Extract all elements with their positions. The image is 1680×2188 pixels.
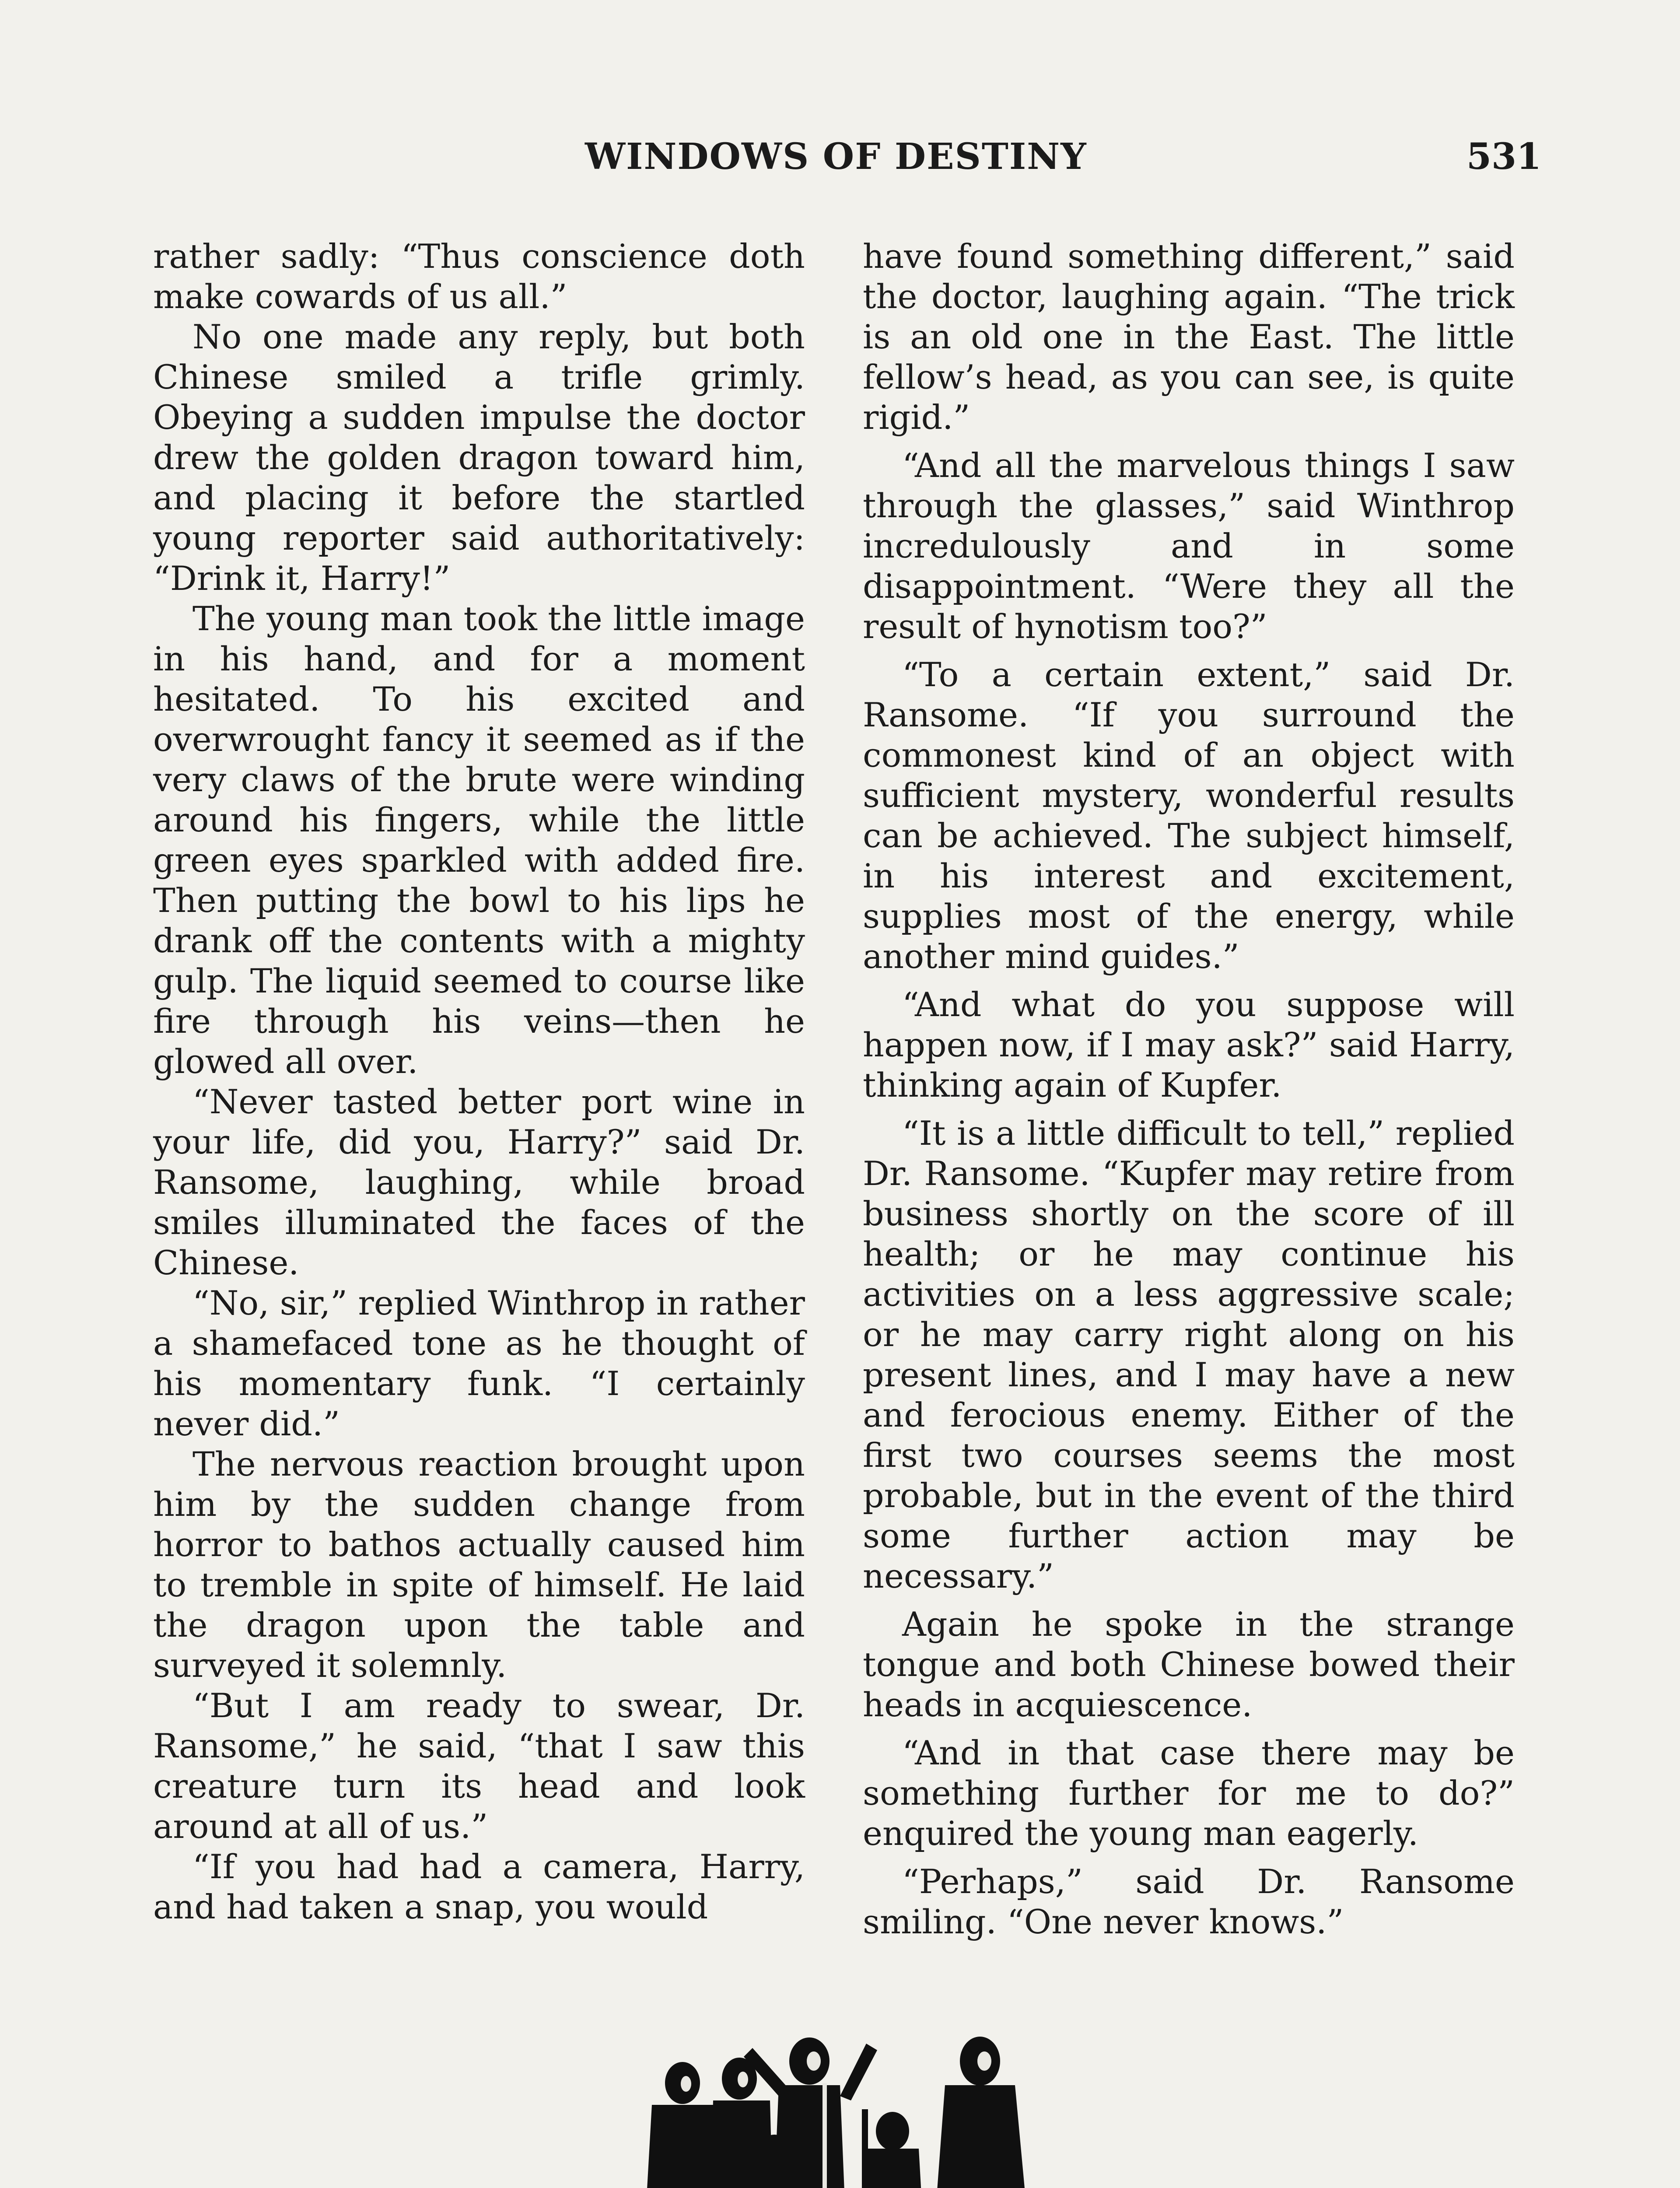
paragraph: “No, sir,” replied Winthrop in rather a shamefaced tone as he thought of his momentary funk. “I certainly never did.” — [153, 1283, 805, 1443]
paragraph: “Never tasted better port wine in your life, did you, Harry?” said Dr. Ransome, laughing, while broad smiles illuminated the faces of the Chinese. — [153, 1082, 805, 1282]
paragraph: “But I am ready to swear, Dr. Ransome,” he said, “that I saw this creature turn its head and look around at all of us.” — [153, 1686, 805, 1846]
running-head: WINDOWS OF DESTINY — [585, 136, 1087, 178]
page-header — [0, 136, 1680, 179]
paragraph: “It is a little difficult to tell,” replied Dr. Ransome. “Kupfer may retire from business shortly on the score of ill health; or he may continue his activities on a less aggressive scale; or he may carry right along on his present lines, and I may have a new and ferocious enemy. Either of the first two courses seems the most probable, but in the event of the third some further action may be necessary.” — [863, 1114, 1515, 1595]
paragraph: “If you had had a camera, Harry, and had taken a snap, you would — [153, 1847, 805, 1926]
tailpiece-illustration — [158, 1995, 1527, 2188]
paragraph: rather sadly: “Thus conscience doth make cowards of us all.” — [153, 237, 805, 316]
paragraph: “To a certain extent,” said Dr. Ransome. “If you surround the commonest kind of an object with sufficient mystery, wonderful results can be achieved. The subject himself, in his interest and excitement, supplies most of the energy, while another mind guides.” — [863, 655, 1515, 976]
paragraph: “And all the marvelous things I saw through the glasses,” said Winthrop incredulously and in some disappointment. “Were they all the result of hynotism too?” — [863, 446, 1515, 646]
right-column — [863, 236, 1515, 1942]
group-of-figures-illustration — [158, 1995, 1527, 2188]
paragraph: “And what do you suppose will happen now, if I may ask?” said Harry, thinking again of Kupfer. — [863, 985, 1515, 1105]
paragraph: have found something different,” said the doctor, laughing again. “The trick is an old one in the East. The little fellow’s head, as you can see, is quite rigid.” — [863, 237, 1515, 437]
paragraph: “And in that case there may be something further for me to do?” enquired the young man eagerly. — [863, 1733, 1515, 1853]
page-number: 531 — [1466, 136, 1542, 178]
paragraph: “Perhaps,” said Dr. Ransome smiling. “One never knows.” — [863, 1862, 1515, 1941]
left-column — [153, 236, 805, 1927]
paragraph: The nervous reaction brought upon him by the sudden change from horror to bathos actually caused him to tremble in spite of himself. He laid the dragon upon the table and surveyed it solemnly. — [153, 1445, 805, 1685]
paragraph: Again he spoke in the strange tongue and both Chinese bowed their heads in acquiescence. — [863, 1605, 1515, 1724]
paragraph: No one made any reply, but both Chinese smiled a trifle grimly. Obeying a sudden impulse the doctor drew the golden dragon toward him, and placing it before the startled young reporter said authoritatively: “Drink it, Harry!” — [153, 317, 805, 598]
paragraph: The young man took the little image in his hand, and for a moment hesitated. To his excited and overwrought fancy it seemed as if the very claws of the brute were winding around his fingers, while the little green eyes sparkled with added fire. Then putting the bowl to his lips he drank off the contents with a mighty gulp. The liquid seemed to course like fire through his veins—then he glowed all over. — [153, 599, 805, 1081]
